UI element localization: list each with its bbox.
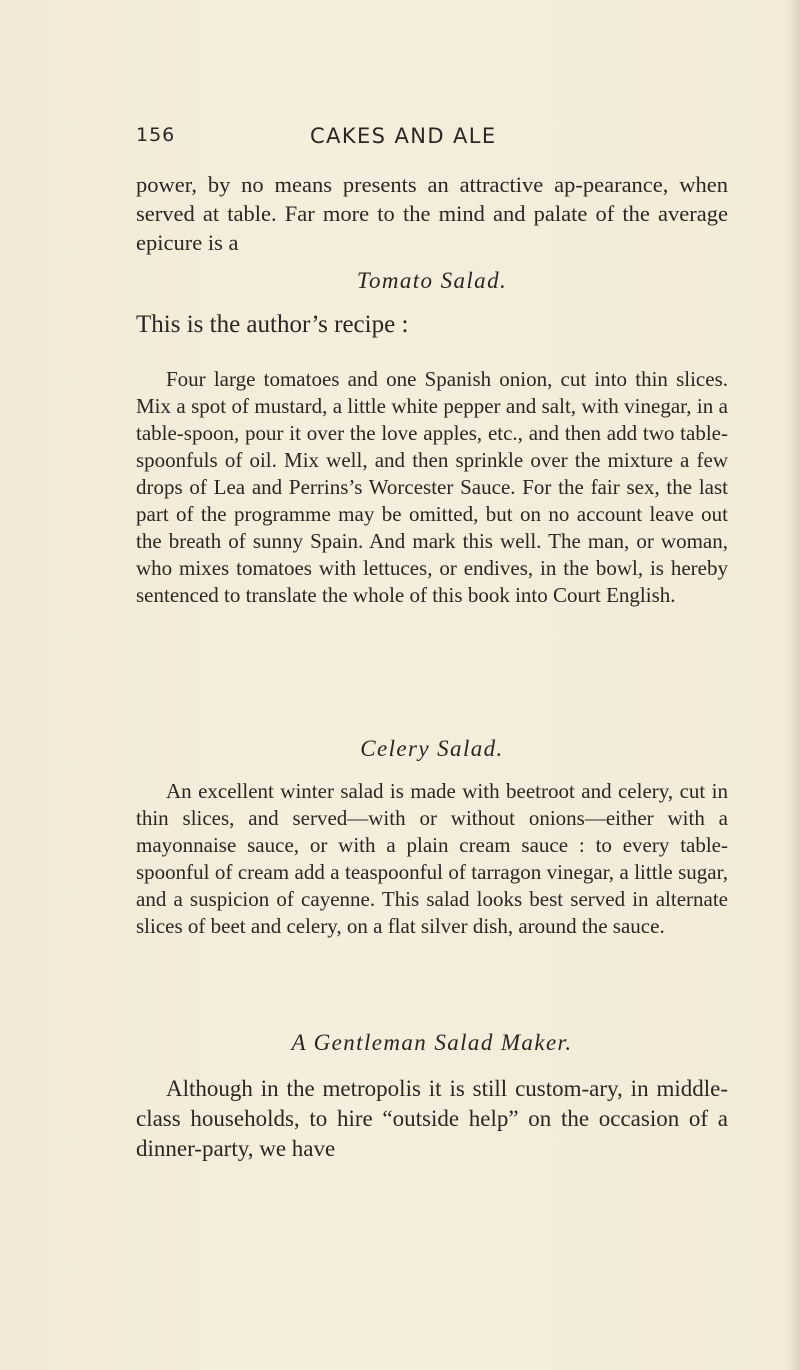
paragraph-gentleman: Although in the metropolis it is still custom-ary, in middle-class households, to hire “outside help” on the occasion of a dinner-party, we have [136, 1076, 728, 1161]
heading-celery-salad: Celery Salad. [360, 736, 504, 761]
recipe-intro: This is the author’s recipe : [136, 311, 409, 338]
page-number: 156 [136, 124, 176, 146]
heading-tomato-salad: Tomato Salad. [356, 268, 508, 293]
running-header [128, 124, 688, 154]
paragraph-tomato-recipe: Four large tomatoes and one Spanish onion, cut into thin slices. Mix a spot of mustard, a little white pepper and salt, with vinegar, in a table-spoon, pour it over the love apples, etc., and then add two table-spoonfuls of oil. Mix well, and then sprinkle over the mixture a few drops of Lea and Perrins’s Worcester Sauce. For the fair sex, the last part of the programme may be omitted, but on no account leave out the breath of sunny Spain. And mark this well. The man, or woman, who mixes tomatoes with lettuces, or endives, in the bowl, is hereby sentenced to translate the whole of this book into Court English. [136, 367, 728, 607]
page-edge-shadow [786, 0, 800, 1370]
paragraph-celery-recipe: An excellent winter salad is made with beetroot and celery, cut in thin slices, and served—with or without onions—either with a mayonnaise sauce, or with a plain cream sauce : to every table-spoonful of cream add a teaspoonful of tarragon vinegar, a little sugar, and a suspicion of cayenne. This salad looks best served in alternate slices of beet and celery, on a flat silver dish, around the sauce. [136, 779, 728, 938]
running-title: CAKES AND ALE [310, 124, 497, 148]
heading-gentleman-salad-maker: A Gentleman Salad Maker. [291, 1030, 573, 1055]
paragraph-continuation: power, by no means presents an attractive ap-pearance, when served at table. Far more to the mind and palate of the average epicure is a [136, 172, 728, 255]
